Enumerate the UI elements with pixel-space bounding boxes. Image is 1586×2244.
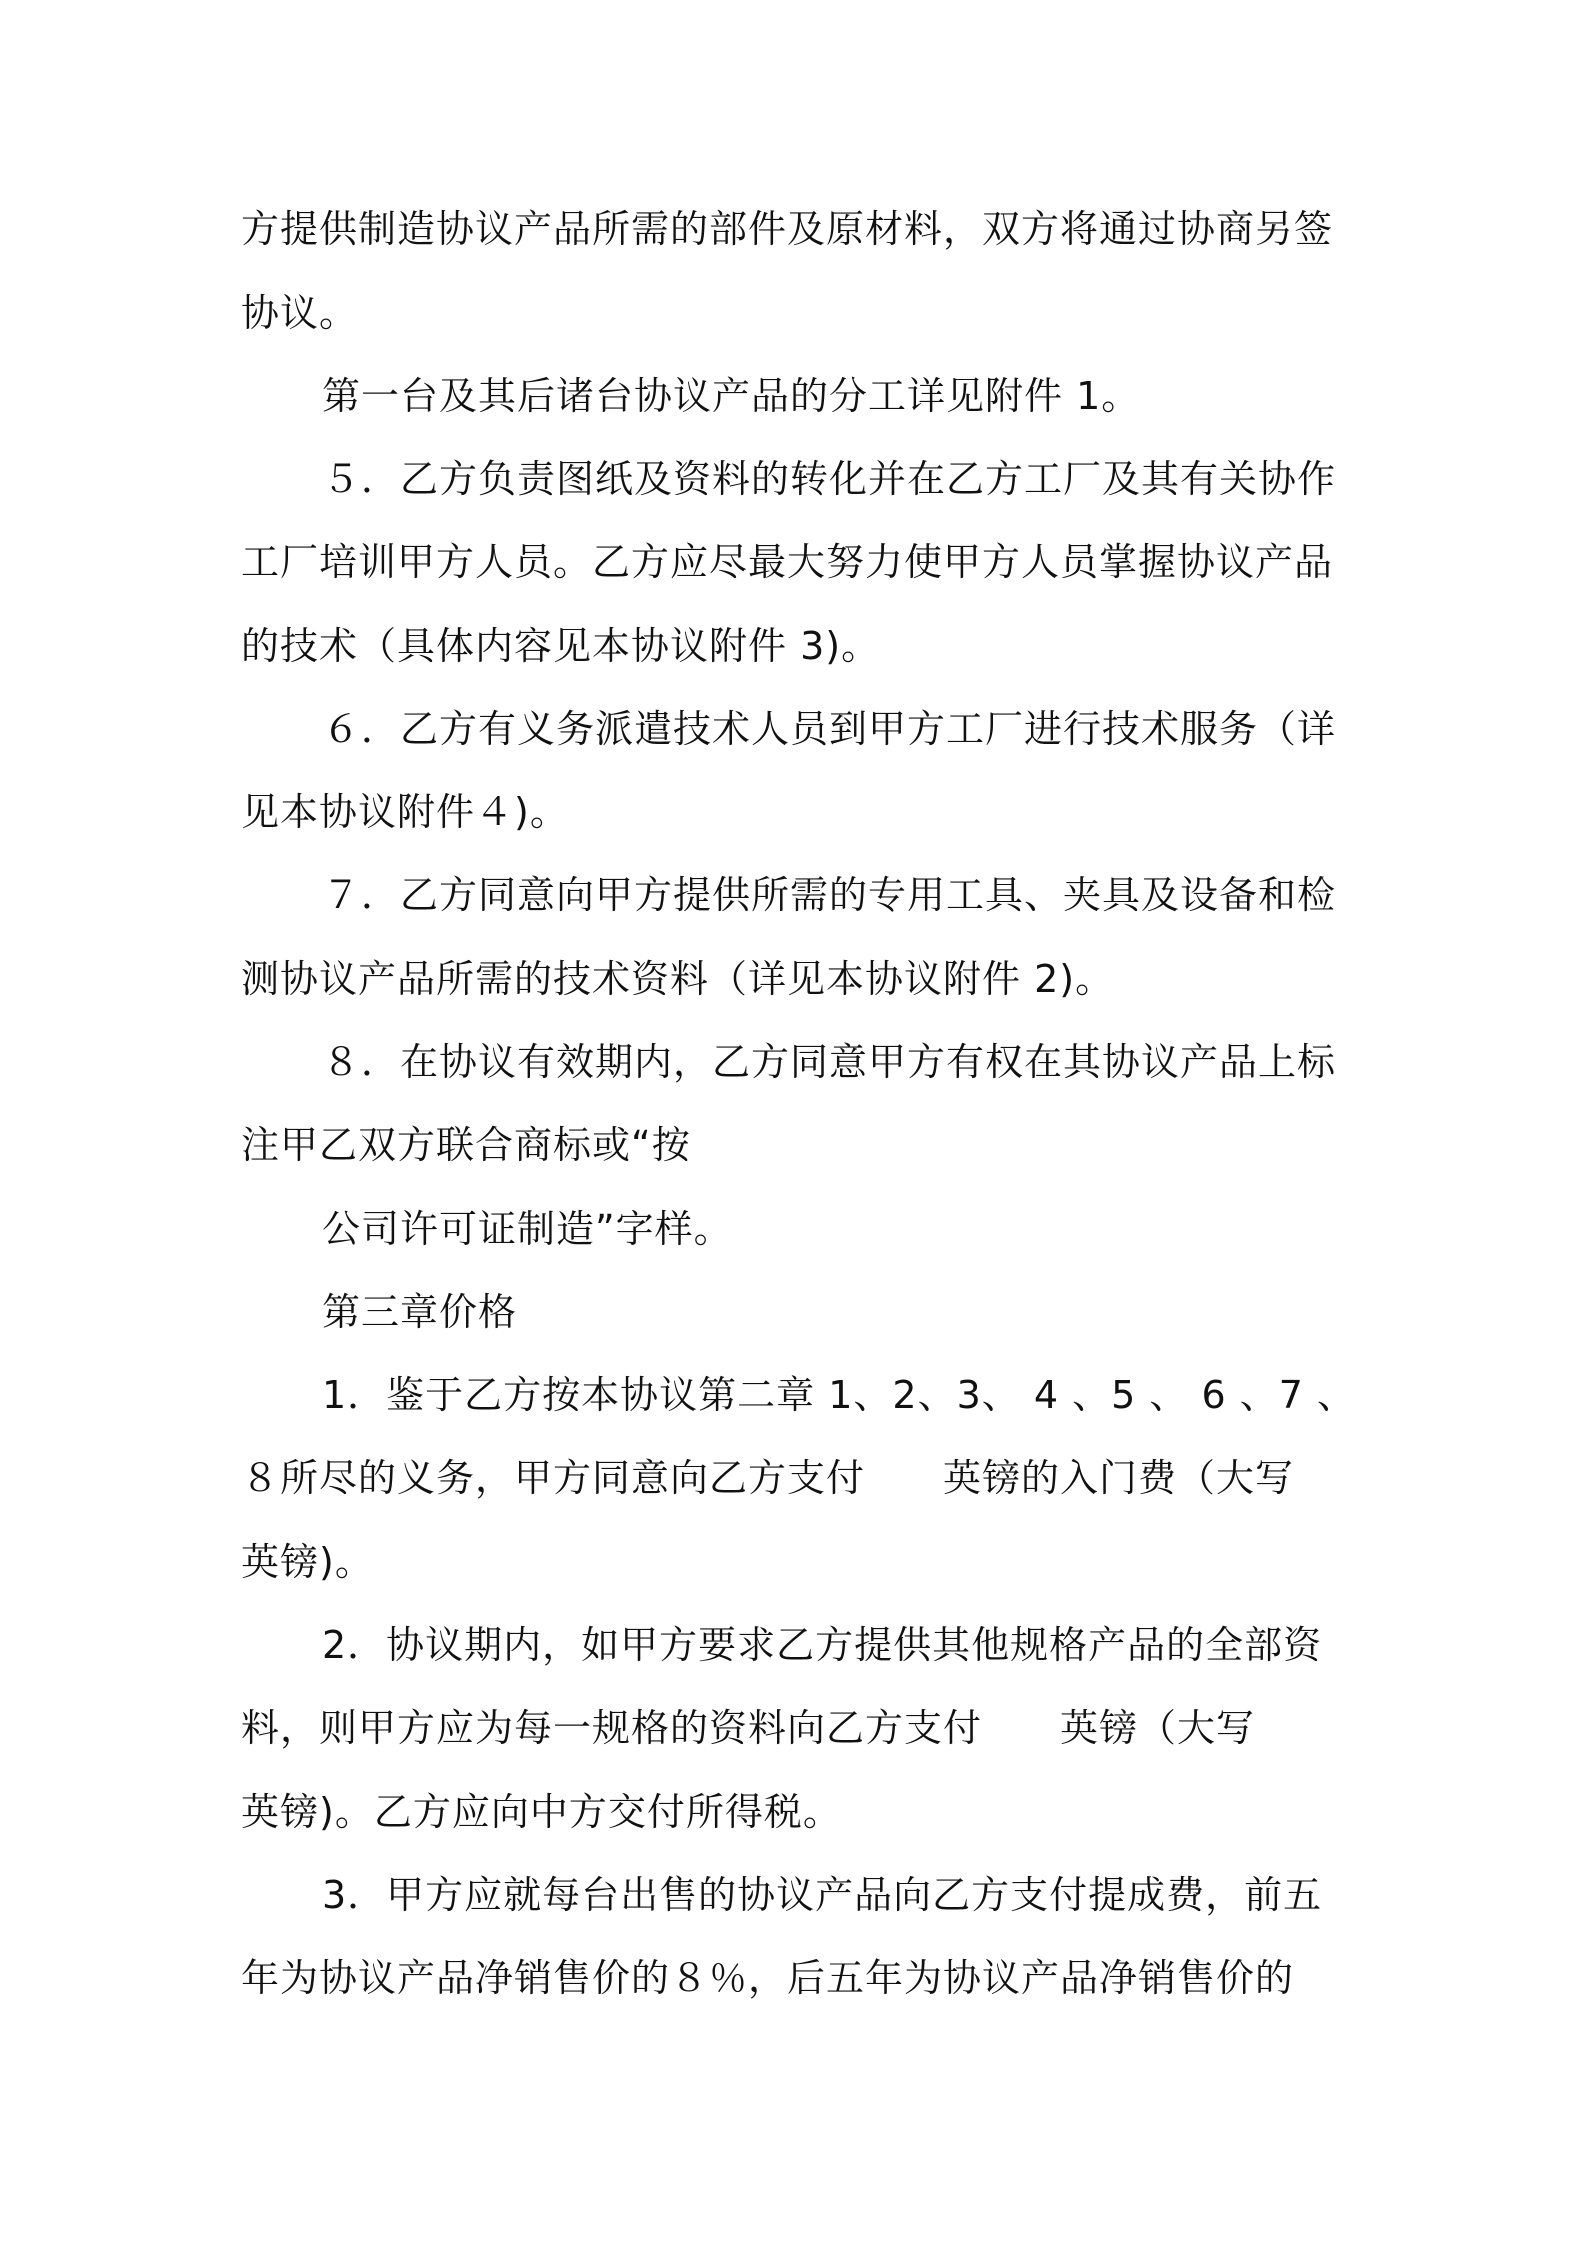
paragraph-line: 年为协议产品净销售价的８％，后五年为协议产品净销售价的 [241,1956,1295,2000]
paragraph-line: 2．协议期内，如甲方要求乙方提供其他规格产品的全部资 [322,1623,1323,1667]
paragraph-line: 英镑)。 [241,1540,374,1584]
paragraph-line: 料，则甲方应为每一规格的资料向乙方支付 英镑（大写 [241,1706,1256,1750]
paragraph-line: 测协议产品所需的技术资料（详见本协议附件 2)。 [241,957,1115,1001]
paragraph-line: 的技术（具体内容见本协议附件 3)。 [241,624,881,668]
paragraph-line: 方提供制造协议产品所需的部件及原材料，双方将通过协商另签 [241,207,1334,251]
chapter-heading: 第三章价格 [322,1290,518,1334]
paragraph-line: 见本协议附件４)。 [241,790,569,834]
paragraph-line: 第一台及其后诸台协议产品的分工详见附件 1。 [322,374,1141,418]
paragraph-line: ８．在协议有效期内，乙方同意甲方有权在其协议产品上标 [322,1040,1337,1084]
paragraph-line: 工厂培训甲方人员。乙方应尽最大努力使甲方人员掌握协议产品 [241,540,1334,584]
paragraph-line: ５．乙方负责图纸及资料的转化并在乙方工厂及其有关协作 [322,457,1337,501]
paragraph-line: 注甲乙双方联合商标或“按 [241,1123,691,1167]
paragraph-line: ６．乙方有义务派遣技术人员到甲方工厂进行技术服务（详 [322,707,1337,751]
paragraph-line: ８所尽的义务，甲方同意向乙方支付 英镑的入门费（大写 [241,1456,1295,1500]
paragraph-line: 协议。 [241,291,359,335]
paragraph-line: ７．乙方同意向甲方提供所需的专用工具、夹具及设备和检 [322,873,1337,917]
paragraph-line: 3．甲方应就每台出售的协议产品向乙方支付提成费，前五 [322,1873,1323,1917]
paragraph-line: 英镑)。乙方应向中方交付所得税。 [241,1790,842,1834]
paragraph-line: 1．鉴于乙方按本协议第二章 1、2、3、 4 、5 、 6 、7 、 [322,1373,1356,1417]
paragraph-line: 公司许可证制造”字样。 [322,1207,733,1251]
